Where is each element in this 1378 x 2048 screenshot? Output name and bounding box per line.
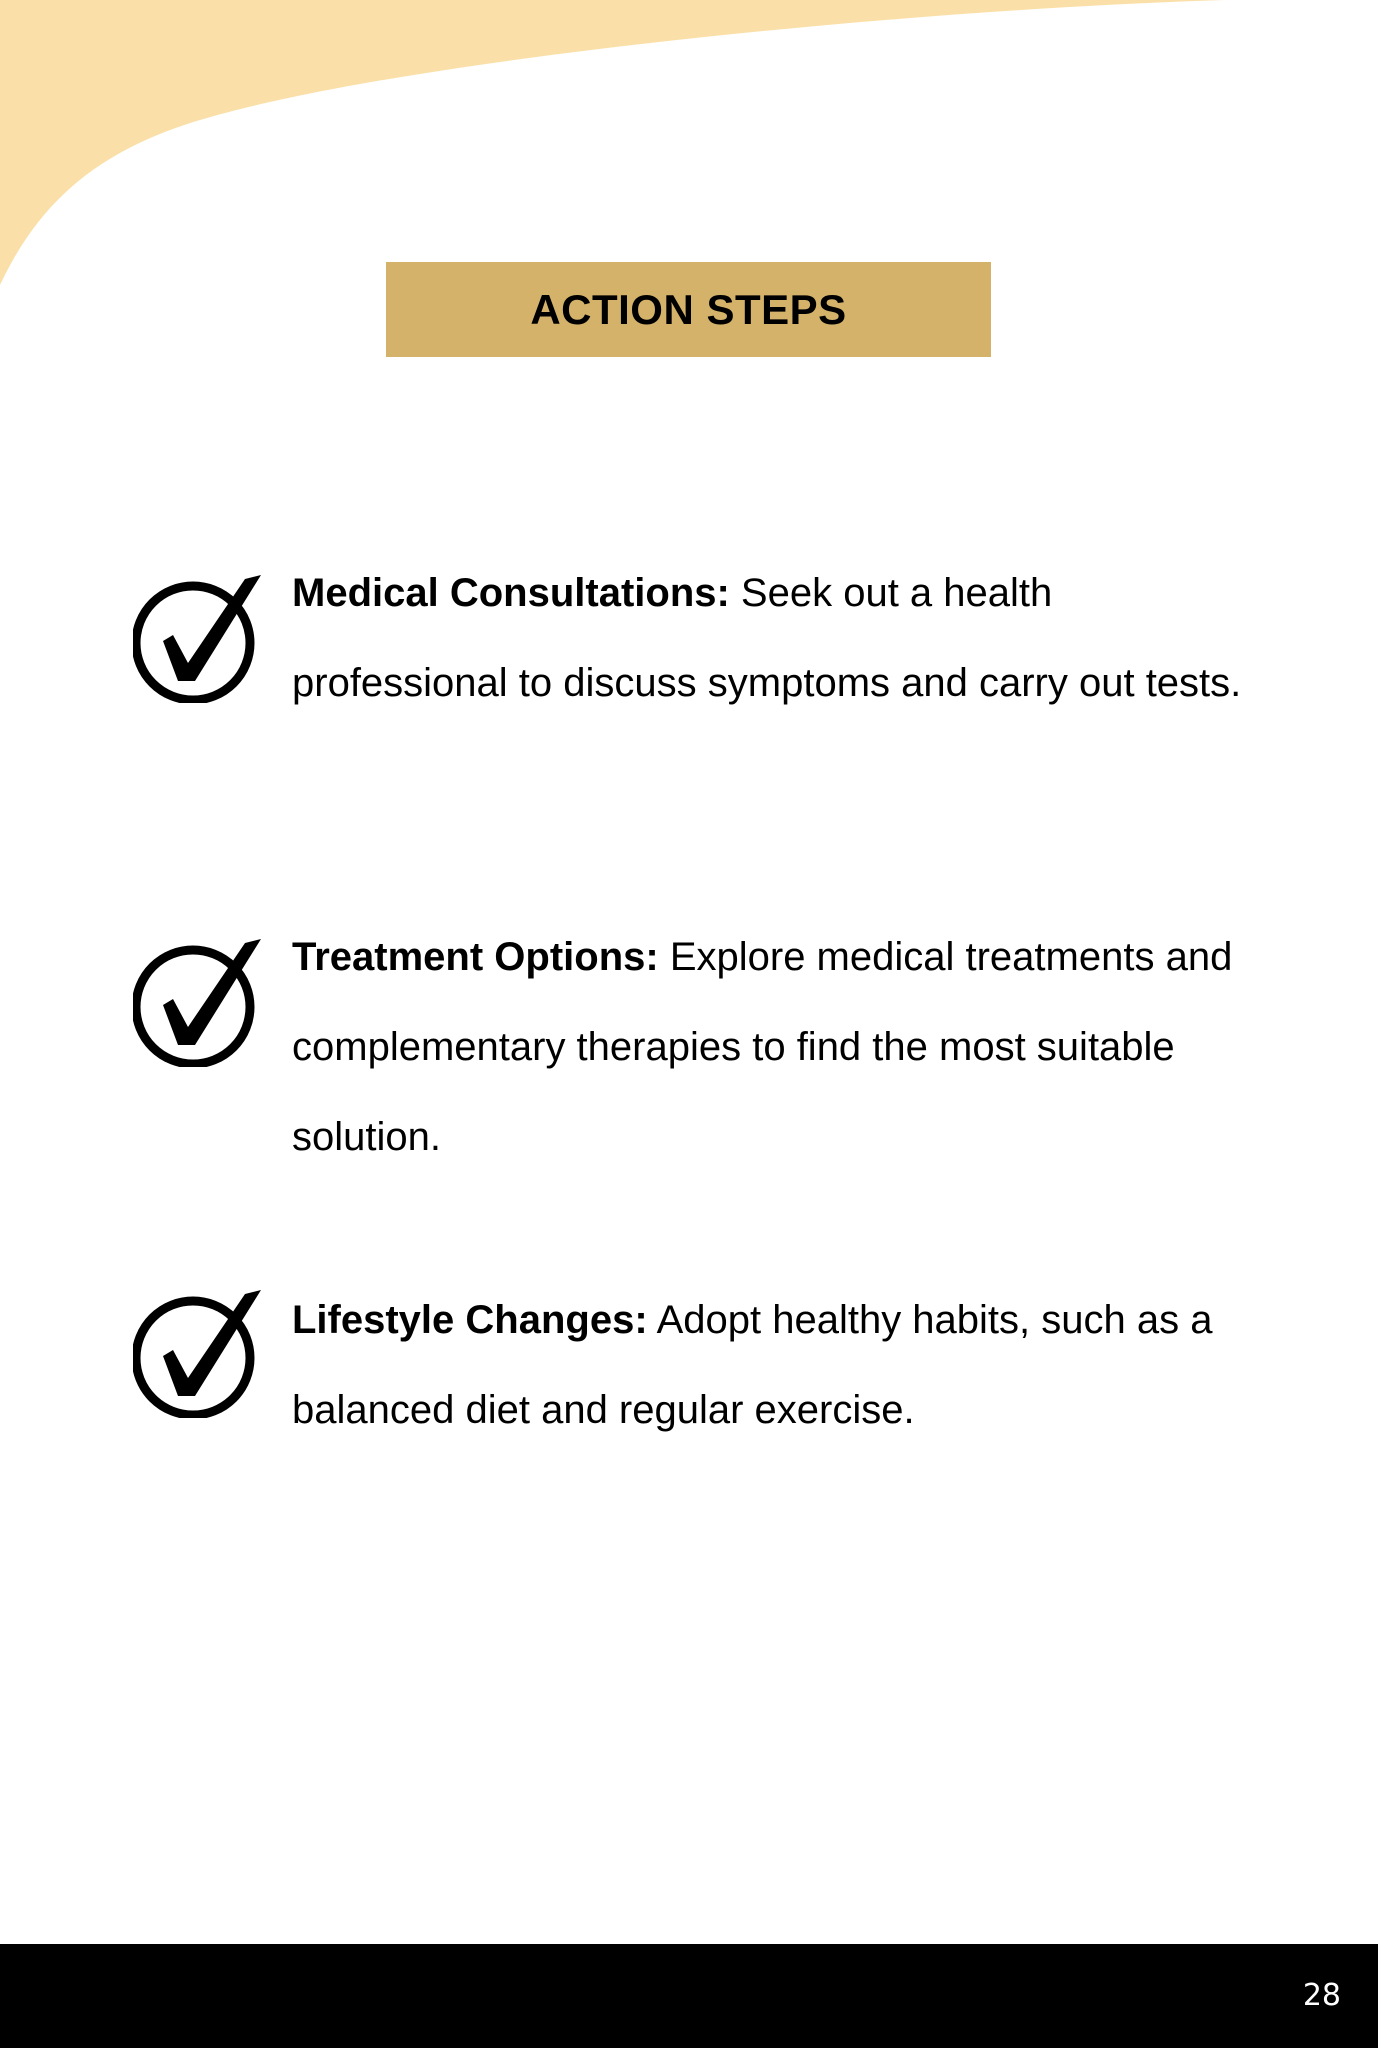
step-heading: Lifestyle Changes: — [292, 1298, 648, 1342]
step-heading: Medical Consultations: — [292, 571, 730, 615]
section-title: ACTION STEPS — [530, 285, 847, 333]
step-body: Adopt healthy habits, such as a balanced diet and regular exercise. — [292, 1298, 1213, 1432]
decorative-wave — [0, 0, 1378, 300]
page-footer — [0, 1944, 1378, 2048]
circle-check-icon — [133, 573, 263, 703]
step-description — [292, 548, 1252, 728]
section-title-banner — [386, 262, 991, 357]
step-heading: Treatment Options: — [292, 935, 659, 979]
step-body: Seek out a health professional to discuss symptoms and carry out tests. — [292, 571, 1242, 705]
circle-check-icon — [133, 1288, 263, 1418]
circle-check-icon — [133, 937, 263, 1067]
page-number: 28 — [1302, 1978, 1341, 2013]
step-description — [292, 1275, 1252, 1455]
step-body: Explore medical treatments and complementary therapies to find the most suitable solution. — [292, 935, 1233, 1159]
step-description — [292, 912, 1252, 1182]
